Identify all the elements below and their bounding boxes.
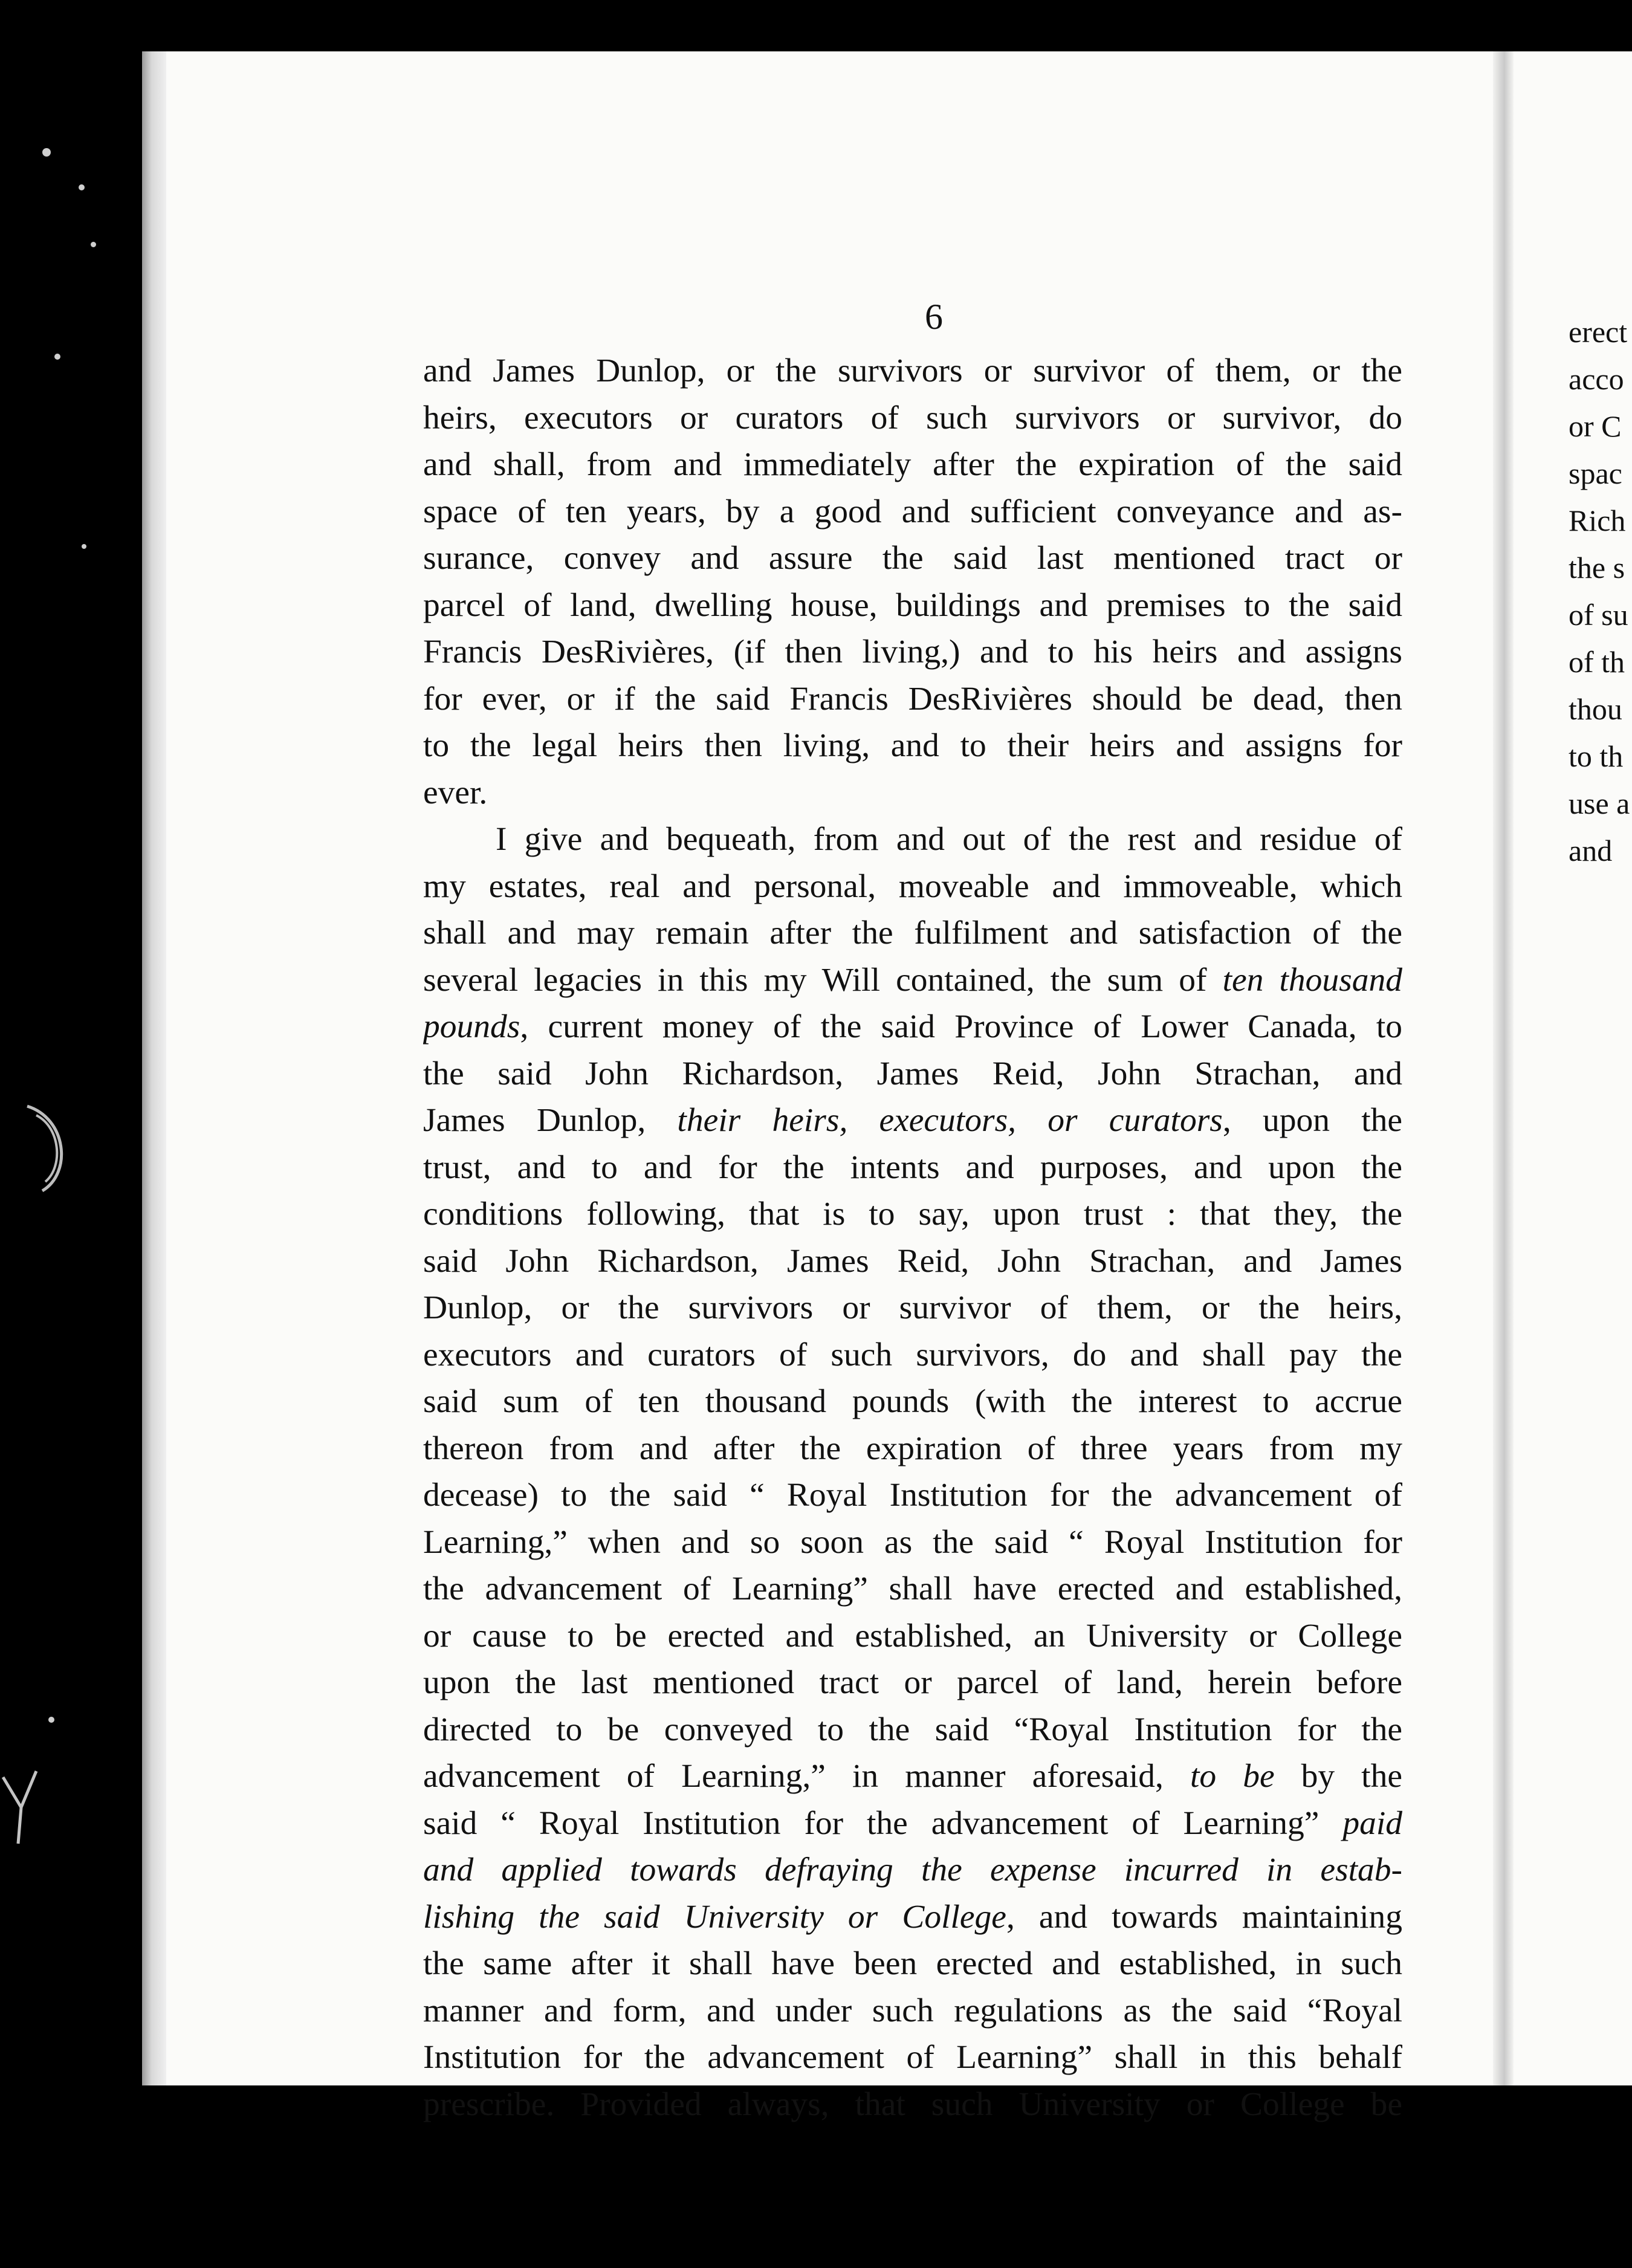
text-line <box>423 676 1402 723</box>
scan-speck <box>79 184 85 190</box>
text-run: I give and bequeath, from and out of the rest and residue of <box>496 821 1402 858</box>
text-line <box>423 629 1402 676</box>
text-line <box>423 1097 1402 1144</box>
page-binding-shadow <box>142 51 166 2085</box>
text-line <box>423 1566 1402 1613</box>
text-run: my estates, real and personal, moveable and immoveable, which <box>423 867 1402 905</box>
fragment-line: and <box>1569 834 1613 867</box>
text-run: the advancement of Learning” shall have erected and established, <box>423 1570 1402 1607</box>
text-line <box>423 2034 1402 2081</box>
text-run: for ever, or if the said Francis DesRivières should be dead, then <box>423 680 1402 718</box>
fragment-line: erect <box>1569 315 1628 349</box>
text-run: and James Dunlop, or the survivors or survivor of them, or the <box>423 352 1402 389</box>
fragment-line: of th <box>1569 645 1625 679</box>
italic-text-run: lishing the said University or College <box>423 1898 1006 1936</box>
text-run: executors and curators of such survivors, do and shall pay the <box>423 1336 1402 1373</box>
scan-mark-curve <box>24 1100 79 1197</box>
text-line <box>423 1003 1402 1051</box>
body-text <box>423 348 1402 2128</box>
text-run: Francis DesRivières, (if then living,) and to his heirs and assigns <box>423 633 1402 670</box>
text-line <box>423 1753 1402 1800</box>
text-line <box>423 1613 1402 1660</box>
text-run: or cause to be erected and established, an University or College <box>423 1617 1402 1654</box>
text-line <box>423 1191 1402 1238</box>
text-run: the same after it shall have been erected and established, in such <box>423 1945 1402 1982</box>
text-run: said John Richardson, James Reid, John Strachan, and James <box>423 1242 1402 1280</box>
fragment-line: use a <box>1569 786 1630 820</box>
text-run: directed to be conveyed to the said “Royal Institution for the <box>423 1711 1402 1748</box>
text-run: prescribe. Provided always, that such University or College be <box>423 2085 1402 2123</box>
text-line <box>423 816 1402 863</box>
text-line <box>423 1988 1402 2035</box>
scan-speck <box>54 354 60 360</box>
text-run: parcel of land, dwelling house, buildings and premises to the said <box>423 586 1402 624</box>
text-line <box>423 770 1402 817</box>
text-run: several legacies in this my Will contained, the sum of <box>423 961 1223 999</box>
text-line <box>423 863 1402 910</box>
fragment-line: or C <box>1569 409 1622 443</box>
fragment-line: of su <box>1569 598 1628 632</box>
text-run: decease) to the said “ Royal Institution for the advancement of <box>423 1477 1402 1514</box>
fragment-line: spac <box>1569 456 1622 490</box>
italic-text-run: to be <box>1190 1758 1275 1795</box>
text-line <box>423 535 1402 582</box>
text-run: said sum of ten thousand pounds (with the interest to accrue <box>423 1383 1402 1420</box>
text-line <box>423 348 1402 395</box>
text-line <box>423 441 1402 488</box>
text-line <box>423 910 1402 957</box>
text-line <box>423 582 1402 629</box>
text-line <box>423 1800 1402 1847</box>
text-line <box>423 1238 1402 1285</box>
text-run: upon the last mentioned tract or parcel of land, herein before <box>423 1664 1402 1701</box>
text-line <box>423 2081 1402 2128</box>
fragment-line: the s <box>1569 551 1625 585</box>
text-run: trust, and to and for the intents and purposes, and upon the <box>423 1149 1402 1186</box>
italic-text-run: their heirs, executors, or curators <box>677 1102 1223 1139</box>
text-run: by the <box>1274 1758 1402 1795</box>
text-line <box>423 1940 1402 1988</box>
text-line <box>423 1894 1402 1941</box>
fragment-line: to th <box>1569 739 1624 773</box>
right-page-edge <box>1493 51 1514 2085</box>
scan-speck <box>82 544 86 549</box>
text-line <box>423 1285 1402 1332</box>
text-run: surance, convey and assure the said last mentioned tract or <box>423 540 1402 577</box>
text-run: James Dunlop, <box>423 1102 678 1139</box>
text-run: advancement of Learning,” in manner aforesaid, <box>423 1758 1190 1795</box>
text-run: Institution for the advancement of Learning” shall in this behalf <box>423 2039 1402 2076</box>
text-run: thereon from and after the expiration of three years from my <box>423 1430 1402 1467</box>
text-run: , current money of the said Province of Lower Canada, to <box>520 1008 1402 1045</box>
text-run: to the legal heirs then living, and to their heirs and assigns for <box>423 727 1402 764</box>
text-line <box>423 1378 1402 1425</box>
scan-speck <box>48 1717 54 1723</box>
text-line <box>423 395 1402 442</box>
text-run: space of ten years, by a good and sufficient conveyance and as- <box>423 493 1402 530</box>
text-line <box>423 488 1402 536</box>
text-line <box>423 722 1402 770</box>
text-line <box>423 1332 1402 1379</box>
text-run: said “ Royal Institution for the advancement of Learning” <box>423 1804 1343 1842</box>
fragment-line: Rich <box>1569 504 1626 537</box>
text-line <box>423 957 1402 1004</box>
text-run: shall and may remain after the fulfilment and satisfaction of the <box>423 915 1402 951</box>
scan-mark-y <box>0 1765 42 1850</box>
text-run: Dunlop, or the survivors or survivor of them, or the heirs, <box>423 1289 1402 1326</box>
text-line <box>423 1051 1402 1098</box>
text-line <box>423 1144 1402 1191</box>
text-run: , and towards maintaining <box>1006 1898 1402 1936</box>
scan-speck <box>42 148 51 157</box>
italic-text-run: ten thousand <box>1222 961 1402 999</box>
fragment-line: acco <box>1569 362 1624 396</box>
text-line <box>423 1659 1402 1706</box>
italic-text-run: paid <box>1342 1804 1402 1842</box>
text-run: conditions following, that is to say, upon trust : that they, the <box>423 1196 1402 1233</box>
text-line <box>423 1425 1402 1473</box>
fragment-line: thou <box>1569 692 1622 726</box>
text-run: Learning,” when and so soon as the said “ Royal Institution for <box>423 1523 1402 1561</box>
text-run: the said John Richardson, James Reid, John Strachan, and <box>423 1055 1402 1092</box>
page-number: 6 <box>925 297 943 337</box>
text-line <box>423 1847 1402 1894</box>
text-run: ever. <box>423 774 488 811</box>
text-run: , upon the <box>1222 1102 1402 1139</box>
text-line <box>423 1472 1402 1519</box>
text-run: manner and form, and under such regulations as the said “Royal <box>423 1992 1402 2029</box>
text-line <box>423 1706 1402 1754</box>
text-line <box>423 1519 1402 1566</box>
scan-speck <box>91 242 96 247</box>
text-run: and shall, from and immediately after the expiration of the said <box>423 446 1402 483</box>
right-page-fragment <box>1569 308 1632 874</box>
italic-text-run: pounds <box>423 1008 520 1045</box>
italic-text-run: and applied towards defraying the expense incurred in estab- <box>423 1852 1402 1888</box>
text-run: heirs, executors or curators of such survivors or survivor, do <box>423 399 1402 436</box>
